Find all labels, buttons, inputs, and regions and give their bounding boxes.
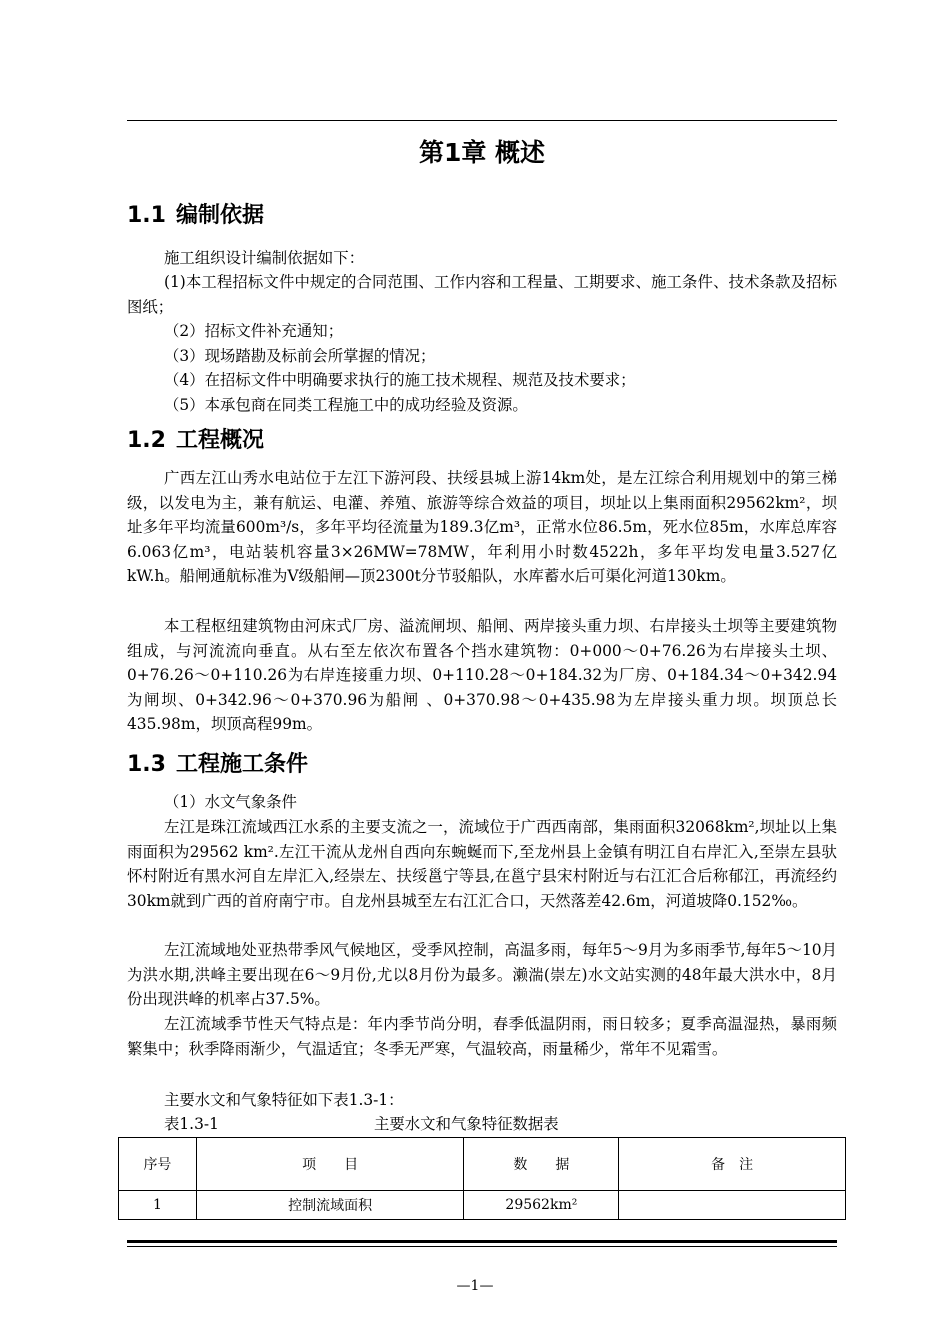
sub-heading: （1）水文气象条件 — [164, 793, 297, 811]
table-cell: 29562km² — [464, 1191, 619, 1220]
section-title: 编制依据 — [175, 203, 264, 228]
table-header-row — [119, 1138, 846, 1191]
list-item: （5）本承包商在同类工程施工中的成功经验及资源。 — [164, 396, 528, 414]
table-label: 表1.3-1 — [164, 1115, 219, 1133]
section-heading-1-1 — [127, 201, 837, 231]
table-cell: 1 — [119, 1191, 197, 1220]
chapter-title: 第1章 概述 — [418, 138, 546, 167]
table-header-cell: 项 目 — [196, 1138, 464, 1191]
table-header-cell: 备 注 — [619, 1138, 846, 1191]
list-item: (1)本工程招标文件中规定的合同范围、工作内容和工程量、工期要求、施工条件、技术条款及招标图纸； — [127, 273, 837, 316]
table-cell — [619, 1191, 846, 1220]
paragraph: 本工程枢纽建筑物由河床式厂房、溢流闸坝、船闸、两岸接头重力坝、右岸接头土坝等主要建筑物组成，与河流流向垂直。从右至左依次布置各个挡水建筑物：0+000～0+76.26为右岸接头土坝、0+76.26～0+110.26为右岸连接重力坝、0+110.28～0+184.32为厂房、0+184.34～0+342.94为闸坝、0+342.96～0+370.96为船闸 、0+370.98～0+435.98为左岸接头重力坝。坝顶总长435.98m，坝顶高程99m。 — [127, 617, 837, 733]
header-rule — [127, 120, 837, 121]
paragraph: 主要水文和气象特征如下表1.3-1： — [164, 1091, 404, 1109]
page-number: —1— — [456, 1278, 494, 1294]
section-number: 1.2 — [127, 428, 166, 453]
section-heading-1-3 — [127, 750, 837, 780]
section-number: 1.3 — [127, 752, 166, 777]
list-item: （3）现场踏勘及标前会所掌握的情况； — [164, 347, 436, 365]
data-table — [118, 1137, 846, 1220]
footer-rule-thin — [127, 1246, 837, 1247]
table-header-cell: 数 据 — [464, 1138, 619, 1191]
list-item: （4）在招标文件中明确要求执行的施工技术规程、规范及技术要求； — [164, 371, 636, 389]
section-title: 工程概况 — [175, 428, 264, 453]
table-row — [119, 1191, 846, 1220]
section-heading-1-2 — [127, 426, 837, 456]
section-number: 1.1 — [127, 203, 166, 228]
paragraph: 左江流域季节性天气特点是：年内季节尚分明，春季低温阴雨，雨日较多；夏季高温湿热，暴雨频繁集中；秋季降雨渐少，气温适宜；冬季无严寒，气温较高，雨量稀少，常年不见霜雪。 — [127, 1015, 837, 1058]
footer-rule-thick — [127, 1240, 837, 1243]
list-item: （2）招标文件补充通知； — [164, 322, 344, 340]
table-title: 主要水文和气象特征数据表 — [374, 1115, 559, 1133]
table-header-cell: 序号 — [119, 1138, 197, 1191]
paragraph: 广西左江山秀水电站位于左江下游河段、扶绥县城上游14km处，是左江综合利用规划中的第三梯级，以发电为主，兼有航运、电灌、养殖、旅游等综合效益的项目，坝址以上集雨面积29562km²，坝址多年平均流量600m³/s，多年平均径流量为189.3亿m³，正常水位86.5m，死水位85m，水库总库容6.063亿m³，电站装机容量3×26MW=78MW，年利用小时数4522h，多年平均发电量3.527亿kW.h。船闸通航标准为Ⅴ级船闸—顶2300t分节驳船队，水库蓄水后可渠化河道130km。 — [127, 469, 837, 585]
paragraph: 左江流域地处亚热带季风气候地区，受季风控制，高温多雨，每年5～9月为多雨季节,每年5～10月为洪水期,洪峰主要出现在6～9月份,尤以8月份为最多。濑湍(崇左)水文站实测的48年最大洪水中，8月份出现洪峰的机率占37.5%。 — [127, 941, 837, 1008]
table-caption — [164, 1112, 844, 1136]
paragraph: 左江是珠江流域西江水系的主要支流之一，流域位于广西西南部，集雨面积32068km²,坝址以上集雨面积为29562 km².左江干流从龙州自西向东蜿蜒而下,至龙州县上金镇有明江自右岸汇入,至崇左县驮怀村附近有黑水河自左岸汇入,经崇左、扶绥邕宁等县,在邕宁县宋村附近与右江汇合后称郁江，再流经约30km就到广西的首府南宁市。自龙州县城至左右江汇合口，天然落差42.6m，河道坡降0.152‰。 — [127, 818, 837, 910]
section-title: 工程施工条件 — [175, 752, 308, 777]
table-cell: 控制流域面积 — [196, 1191, 464, 1220]
section-intro: 施工组织设计编制依据如下： — [164, 249, 365, 267]
